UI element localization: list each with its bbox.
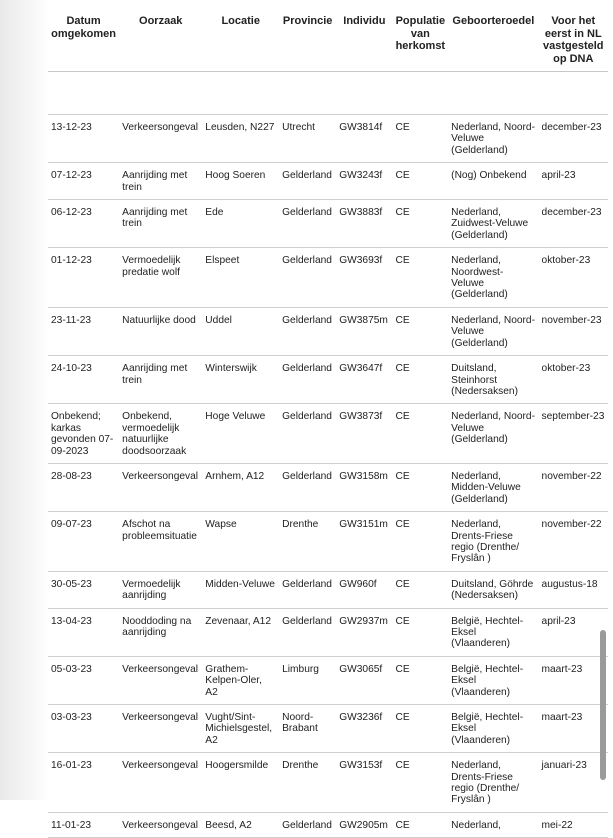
page-shadow-edge <box>0 0 50 800</box>
header-eerst-vastgesteld: Voor het eerst in NL vastgesteld op DNA <box>539 12 608 72</box>
cell-provincie: Gelderland <box>279 307 336 355</box>
cell-geboorteroedel: België, Hechtel-Eksel (Vlaanderen) <box>448 705 538 753</box>
cell-locatie: Arnhem, A12 <box>202 463 279 511</box>
cell-locatie: Uddel <box>202 307 279 355</box>
cell-locatie: Leusden, N227 <box>202 115 279 163</box>
cell-populatie: CE <box>393 404 449 464</box>
cell-geboorteroedel: België, Hechtel-Eksel (Vlaanderen) <box>448 656 538 704</box>
cell-populatie: CE <box>393 512 449 572</box>
cell-individu: GW3065f <box>336 656 392 704</box>
cell-eerst-vastgesteld: december-23 <box>539 115 608 163</box>
cell-locatie: Hoog Soeren <box>202 163 279 200</box>
table-header-row <box>48 12 608 72</box>
wolf-deaths-table <box>48 12 608 838</box>
cell-datum: 13-04-23 <box>48 608 119 656</box>
cell-geboorteroedel: Nederland, <box>448 812 538 837</box>
cell-locatie: Elspeet <box>202 248 279 308</box>
cell-individu: GW3883f <box>336 200 392 248</box>
table-row <box>48 404 608 464</box>
cell-provincie: Gelderland <box>279 571 336 608</box>
cell-provincie: Gelderland <box>279 356 336 404</box>
cell-oorzaak: Verkeersongeval <box>119 753 202 813</box>
header-populatie: Populatie van herkomst <box>393 12 449 72</box>
cell-populatie: CE <box>393 200 449 248</box>
table-row <box>48 200 608 248</box>
cell-geboorteroedel: België, Hechtel-Eksel (Vlaanderen) <box>448 608 538 656</box>
cell-oorzaak: Vermoedelijk predatie wolf <box>119 248 202 308</box>
scrollbar-thumb[interactable] <box>600 630 606 780</box>
cell-oorzaak: Natuurlijke dood <box>119 307 202 355</box>
cell-oorzaak: Verkeersongeval <box>119 705 202 753</box>
cell-locatie: Ede <box>202 200 279 248</box>
cell-individu: GW3814f <box>336 115 392 163</box>
cell-datum: Onbekend; karkas gevonden 07-09-2023 <box>48 404 119 464</box>
cell-locatie: Grathem-Kelpen-Oler, A2 <box>202 656 279 704</box>
cell-locatie: Winterswijk <box>202 356 279 404</box>
cell-geboorteroedel: Duitsland, Steinhorst (Nedersaksen) <box>448 356 538 404</box>
cell-datum: 09-07-23 <box>48 512 119 572</box>
cell-individu: GW3151m <box>336 512 392 572</box>
cell-eerst-vastgesteld: oktober-23 <box>539 356 608 404</box>
cell-geboorteroedel: (Nog) Onbekend <box>448 163 538 200</box>
spacer-cell <box>48 72 608 115</box>
cell-geboorteroedel: Nederland, Zuidwest-Veluwe (Gelderland) <box>448 200 538 248</box>
cell-eerst-vastgesteld: april-23 <box>539 163 608 200</box>
cell-populatie: CE <box>393 608 449 656</box>
table-row <box>48 705 608 753</box>
cell-populatie: CE <box>393 307 449 355</box>
cell-eerst-vastgesteld: november-23 <box>539 307 608 355</box>
cell-oorzaak: Aanrijding met trein <box>119 200 202 248</box>
cell-provincie: Gelderland <box>279 200 336 248</box>
cell-oorzaak: Verkeersongeval <box>119 812 202 837</box>
cell-provincie: Drenthe <box>279 753 336 813</box>
cell-populatie: CE <box>393 571 449 608</box>
cell-locatie: Zevenaar, A12 <box>202 608 279 656</box>
cell-eerst-vastgesteld: mei-22 <box>539 812 608 837</box>
cell-eerst-vastgesteld: september-23 <box>539 404 608 464</box>
cell-datum: 06-12-23 <box>48 200 119 248</box>
cell-eerst-vastgesteld: november-22 <box>539 512 608 572</box>
cell-locatie: Vught/Sint-Michielsgestel, A2 <box>202 705 279 753</box>
header-spacer-row <box>48 72 608 115</box>
cell-provincie: Noord-Brabant <box>279 705 336 753</box>
cell-datum: 28-08-23 <box>48 463 119 511</box>
cell-individu: GW3243f <box>336 163 392 200</box>
table-row <box>48 463 608 511</box>
table-row <box>48 248 608 308</box>
cell-populatie: CE <box>393 656 449 704</box>
cell-individu: GW2905m <box>336 812 392 837</box>
cell-locatie: Beesd, A2 <box>202 812 279 837</box>
table-row <box>48 571 608 608</box>
cell-populatie: CE <box>393 463 449 511</box>
cell-oorzaak: Verkeersongeval <box>119 463 202 511</box>
cell-provincie: Limburg <box>279 656 336 704</box>
cell-provincie: Utrecht <box>279 115 336 163</box>
cell-provincie: Gelderland <box>279 463 336 511</box>
table-row <box>48 656 608 704</box>
cell-populatie: CE <box>393 248 449 308</box>
cell-provincie: Gelderland <box>279 608 336 656</box>
cell-individu: GW3236f <box>336 705 392 753</box>
cell-provincie: Gelderland <box>279 248 336 308</box>
cell-locatie: Wapse <box>202 512 279 572</box>
cell-datum: 13-12-23 <box>48 115 119 163</box>
cell-individu: GW3153f <box>336 753 392 813</box>
cell-eerst-vastgesteld: maart-23 <box>539 705 608 753</box>
cell-oorzaak: Verkeersongeval <box>119 656 202 704</box>
cell-oorzaak: Aanrijding met trein <box>119 163 202 200</box>
cell-oorzaak: Verkeersongeval <box>119 115 202 163</box>
cell-eerst-vastgesteld: maart-23 <box>539 656 608 704</box>
table-row <box>48 163 608 200</box>
cell-datum: 01-12-23 <box>48 248 119 308</box>
cell-datum: 07-12-23 <box>48 163 119 200</box>
cell-individu: GW3873f <box>336 404 392 464</box>
cell-individu: GW3875m <box>336 307 392 355</box>
header-datum: Datum omgekomen <box>48 12 119 72</box>
table-body <box>48 72 608 838</box>
cell-populatie: CE <box>393 163 449 200</box>
cell-eerst-vastgesteld: november-22 <box>539 463 608 511</box>
cell-geboorteroedel: Nederland, Noord-Veluwe (Gelderland) <box>448 404 538 464</box>
table-row <box>48 356 608 404</box>
cell-provincie: Gelderland <box>279 812 336 837</box>
cell-datum: 05-03-23 <box>48 656 119 704</box>
table-row <box>48 512 608 572</box>
cell-provincie: Gelderland <box>279 404 336 464</box>
cell-eerst-vastgesteld: oktober-23 <box>539 248 608 308</box>
cell-individu: GW2937m <box>336 608 392 656</box>
table-row <box>48 115 608 163</box>
table-row <box>48 307 608 355</box>
cell-locatie: Midden-Veluwe <box>202 571 279 608</box>
cell-datum: 24-10-23 <box>48 356 119 404</box>
cell-geboorteroedel: Nederland, Noord-Veluwe (Gelderland) <box>448 115 538 163</box>
header-locatie: Locatie <box>202 12 279 72</box>
cell-populatie: CE <box>393 115 449 163</box>
cell-individu: GW960f <box>336 571 392 608</box>
cell-oorzaak: Onbekend, vermoedelijk natuurlijke doodsoorzaak <box>119 404 202 464</box>
cell-geboorteroedel: Nederland, Drents-Friese regio (Drenthe/ Fryslân ) <box>448 512 538 572</box>
cell-geboorteroedel: Nederland, Midden-Veluwe (Gelderland) <box>448 463 538 511</box>
cell-eerst-vastgesteld: december-23 <box>539 200 608 248</box>
cell-datum: 03-03-23 <box>48 705 119 753</box>
header-geboorteroedel: Geboorteroedel <box>448 12 538 72</box>
cell-provincie: Gelderland <box>279 163 336 200</box>
table-row <box>48 753 608 813</box>
cell-locatie: Hoge Veluwe <box>202 404 279 464</box>
cell-oorzaak: Aanrijding met trein <box>119 356 202 404</box>
cell-populatie: CE <box>393 812 449 837</box>
cell-datum: 30-05-23 <box>48 571 119 608</box>
cell-datum: 23-11-23 <box>48 307 119 355</box>
cell-eerst-vastgesteld: april-23 <box>539 608 608 656</box>
table-row <box>48 812 608 837</box>
cell-geboorteroedel: Nederland, Noord-Veluwe (Gelderland) <box>448 307 538 355</box>
table-row <box>48 608 608 656</box>
cell-provincie: Drenthe <box>279 512 336 572</box>
cell-geboorteroedel: Nederland, Drents-Friese regio (Drenthe/ Fryslân ) <box>448 753 538 813</box>
cell-oorzaak: Vermoedelijk aanrijding <box>119 571 202 608</box>
cell-individu: GW3158m <box>336 463 392 511</box>
cell-populatie: CE <box>393 753 449 813</box>
header-provincie: Provincie <box>279 12 336 72</box>
cell-locatie: Hoogersmilde <box>202 753 279 813</box>
cell-oorzaak: Afschot na probleemsituatie <box>119 512 202 572</box>
cell-individu: GW3647f <box>336 356 392 404</box>
cell-geboorteroedel: Nederland, Noordwest-Veluwe (Gelderland) <box>448 248 538 308</box>
cell-populatie: CE <box>393 705 449 753</box>
cell-datum: 16-01-23 <box>48 753 119 813</box>
cell-datum: 11-01-23 <box>48 812 119 837</box>
header-individu: Individu <box>336 12 392 72</box>
cell-individu: GW3693f <box>336 248 392 308</box>
cell-eerst-vastgesteld: januari-23 <box>539 753 608 813</box>
cell-geboorteroedel: Duitsland, Göhrde (Nedersaksen) <box>448 571 538 608</box>
cell-populatie: CE <box>393 356 449 404</box>
cell-oorzaak: Nooddoding na aanrijding <box>119 608 202 656</box>
cell-eerst-vastgesteld: augustus-18 <box>539 571 608 608</box>
header-oorzaak: Oorzaak <box>119 12 202 72</box>
